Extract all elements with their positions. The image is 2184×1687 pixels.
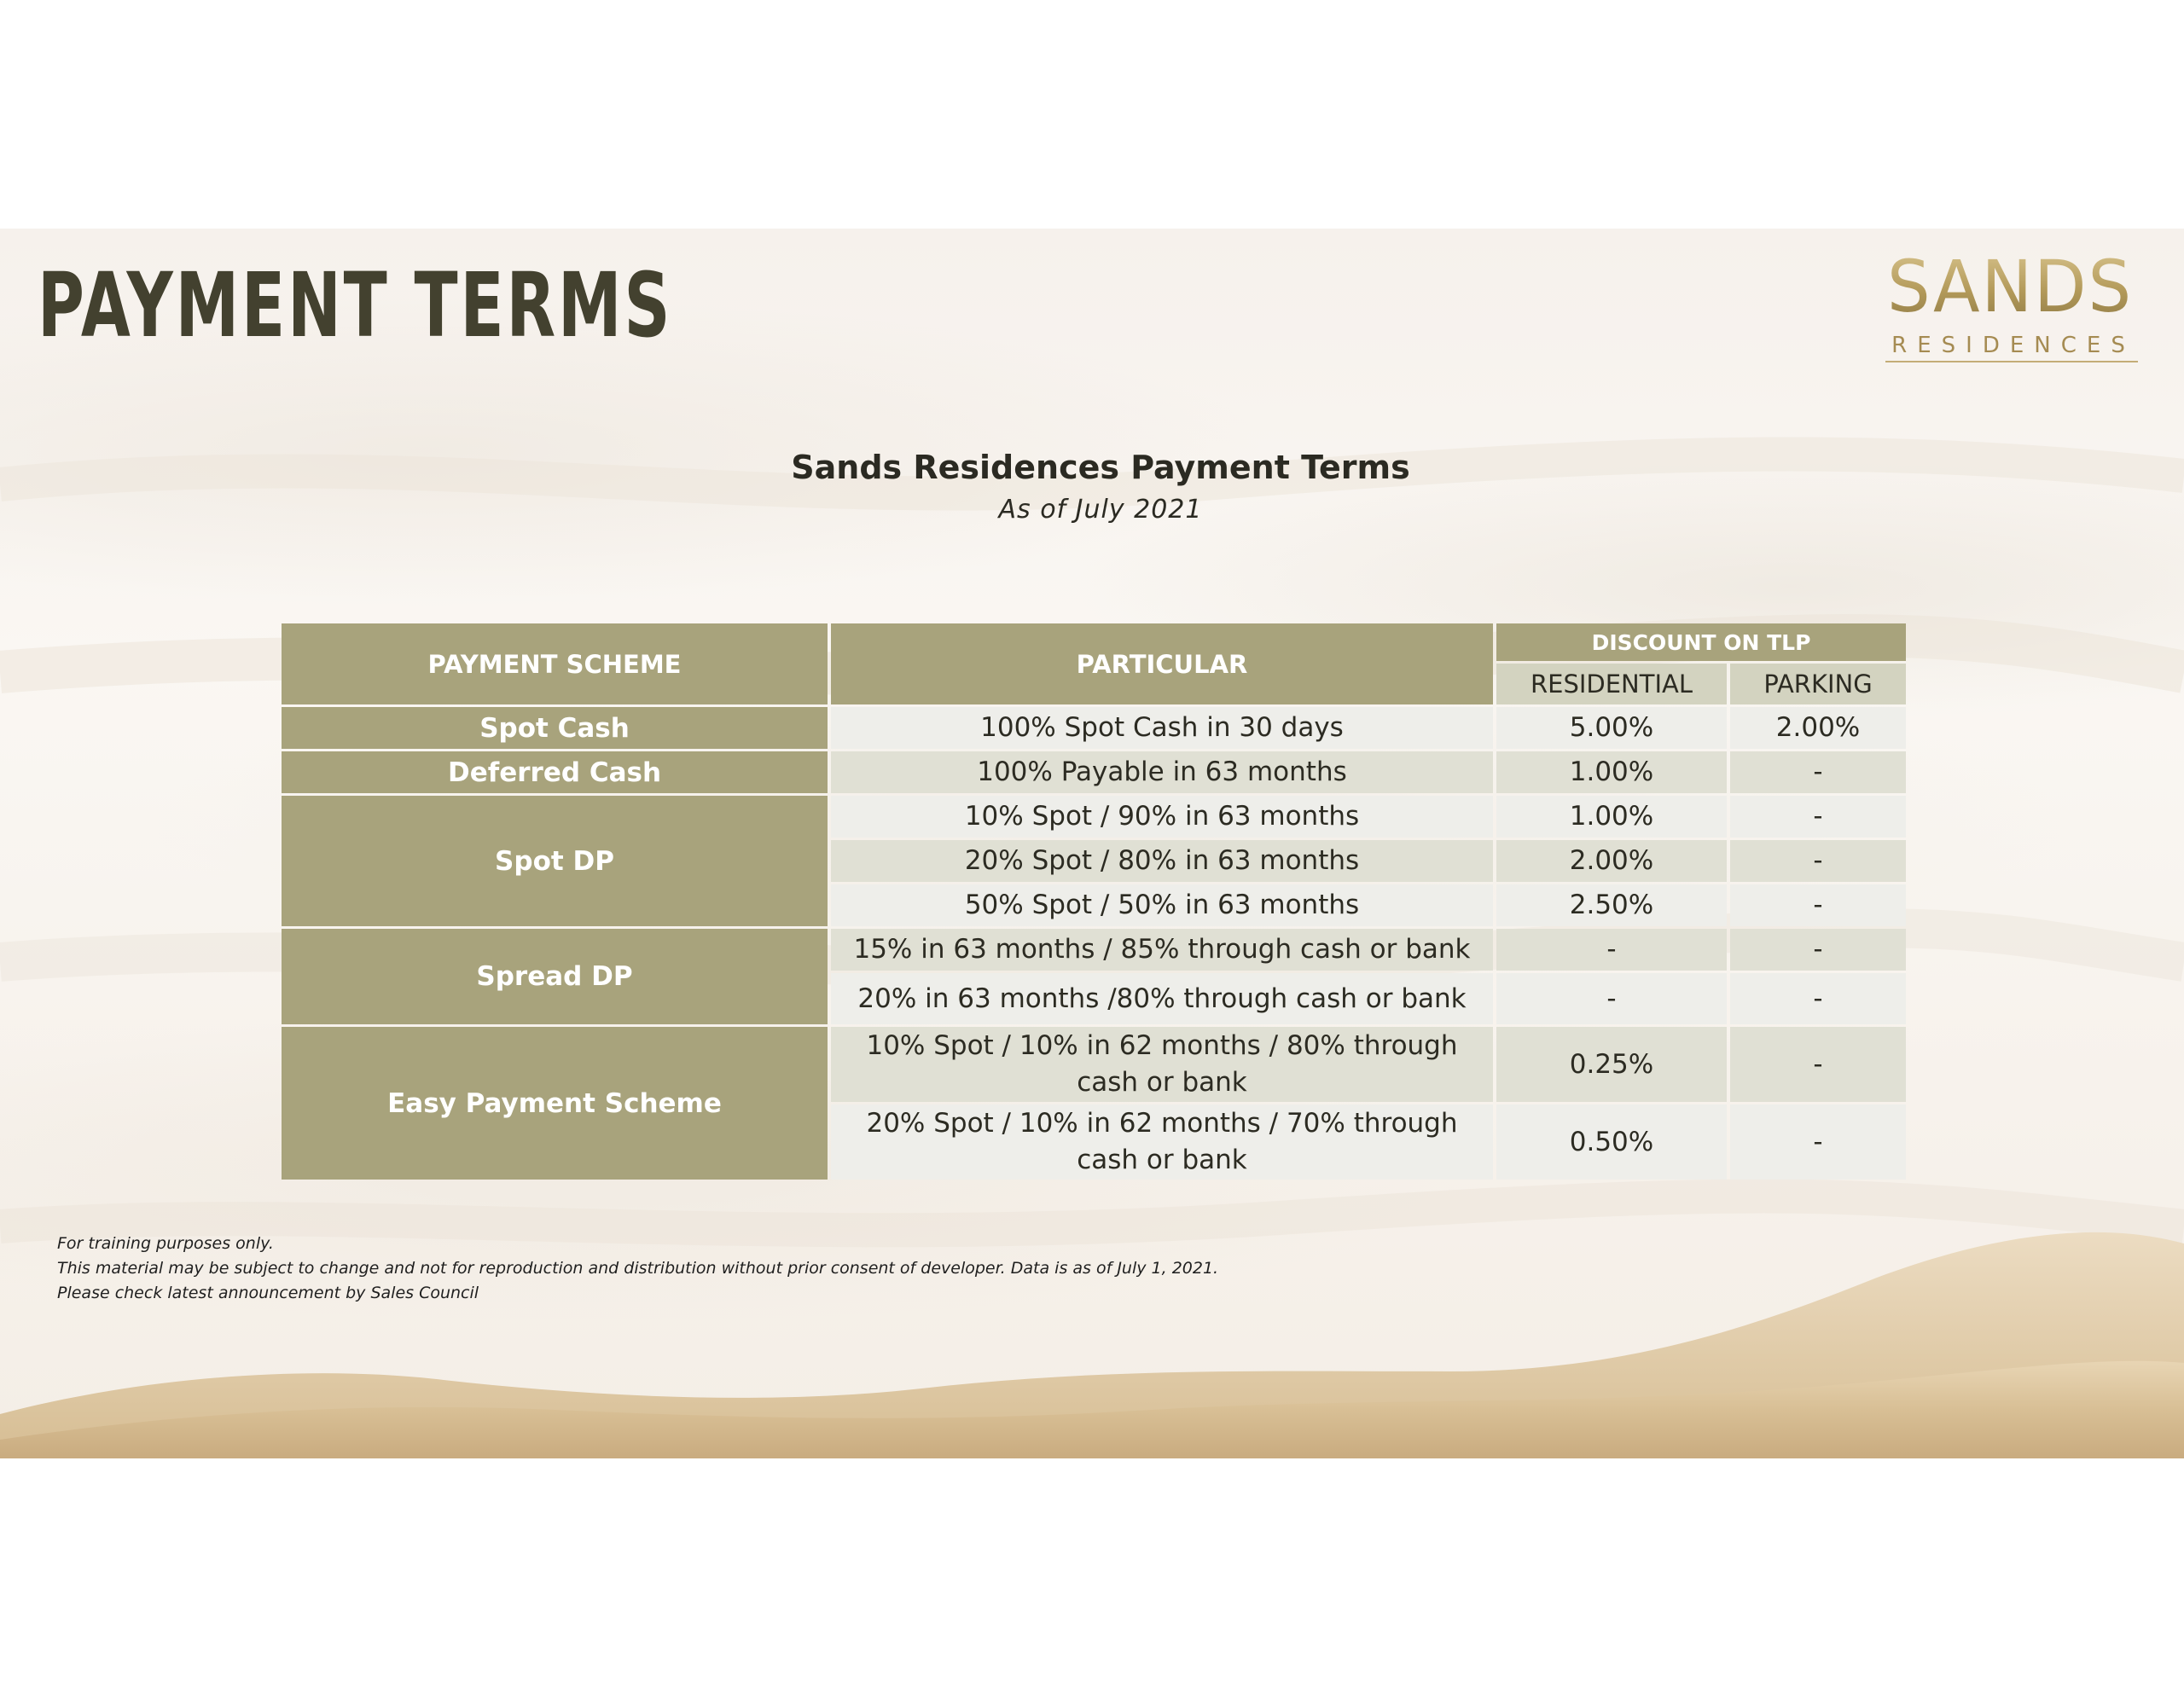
particular-cell: 20% in 63 months /80% through cash or bank <box>831 973 1493 1024</box>
particular-cell: 50% Spot / 50% in 63 months <box>831 884 1493 926</box>
parking-discount-cell: - <box>1730 840 1906 882</box>
particular-cell <box>831 1104 1493 1180</box>
particular-cell <box>831 1027 1493 1102</box>
footnotes <box>57 1232 1218 1306</box>
residential-discount-cell: - <box>1496 929 1727 971</box>
header-parking: PARKING <box>1730 664 1906 704</box>
residential-discount-cell: 5.00% <box>1496 707 1727 749</box>
table-row <box>282 929 1906 971</box>
parking-discount-cell: - <box>1730 1027 1906 1102</box>
footnote-disclaimer: This material may be subject to change and not for reproduction and distribution without prior consent of developer. Data is as of July 1, 2021. <box>57 1259 1219 1278</box>
logo-tagline: RESIDENCES <box>1891 333 2135 358</box>
table-row <box>282 707 1906 749</box>
residential-discount-cell: 1.00% <box>1496 751 1727 793</box>
particular-cell: 15% in 63 months / 85% through cash or bank <box>831 929 1493 971</box>
scheme-cell: Spot Cash <box>282 707 828 749</box>
header-discount-on-tlp: DISCOUNT ON TLP <box>1496 623 1906 661</box>
table-row <box>282 751 1906 793</box>
sands-residences-logo <box>1873 246 2146 365</box>
particular-text: 10% Spot / 10% in 62 months / 80% through cash or bank <box>866 1030 1458 1098</box>
parking-discount-cell: - <box>1730 929 1906 971</box>
table-title: Sands Residences Payment Terms <box>791 449 1410 486</box>
particular-cell: 100% Payable in 63 months <box>831 751 1493 793</box>
residential-discount-cell: - <box>1496 973 1727 1024</box>
header-particular: PARTICULAR <box>831 623 1493 704</box>
parking-discount-cell: - <box>1730 884 1906 926</box>
payment-terms-table <box>278 621 1909 1182</box>
residential-discount-cell: 2.00% <box>1496 840 1727 882</box>
logo-wordmark: SANDS <box>1880 246 2140 328</box>
parking-discount-cell: - <box>1730 1104 1906 1180</box>
residential-discount-cell: 1.00% <box>1496 796 1727 838</box>
particular-text: 20% Spot / 10% in 62 months / 70% through cash or bank <box>866 1108 1458 1175</box>
scheme-cell: Deferred Cash <box>282 751 828 793</box>
parking-discount-cell: - <box>1730 973 1906 1024</box>
parking-discount-cell: - <box>1730 751 1906 793</box>
header-payment-scheme: PAYMENT SCHEME <box>282 623 828 704</box>
parking-discount-cell: - <box>1730 796 1906 838</box>
particular-cell: 10% Spot / 90% in 63 months <box>831 796 1493 838</box>
table-subtitle: As of July 2021 <box>998 495 1203 525</box>
residential-discount-cell: 0.50% <box>1496 1104 1727 1180</box>
scheme-cell: Spot DP <box>282 796 828 926</box>
table-row <box>282 796 1906 838</box>
logo-underline <box>1885 361 2138 362</box>
scheme-cell: Spread DP <box>282 929 828 1024</box>
footnote-training: For training purposes only. <box>57 1234 274 1253</box>
particular-cell: 100% Spot Cash in 30 days <box>831 707 1493 749</box>
slide <box>0 229 2184 1458</box>
particular-cell: 20% Spot / 80% in 63 months <box>831 840 1493 882</box>
parking-discount-cell: 2.00% <box>1730 707 1906 749</box>
header-residential: RESIDENTIAL <box>1496 664 1727 704</box>
footnote-sales-council: Please check latest announcement by Sales Council <box>57 1284 479 1302</box>
scheme-cell: Easy Payment Scheme <box>282 1027 828 1180</box>
page-title: PAYMENT TERMS <box>38 253 673 357</box>
table-row <box>282 1027 1906 1102</box>
residential-discount-cell: 2.50% <box>1496 884 1727 926</box>
residential-discount-cell: 0.25% <box>1496 1027 1727 1102</box>
